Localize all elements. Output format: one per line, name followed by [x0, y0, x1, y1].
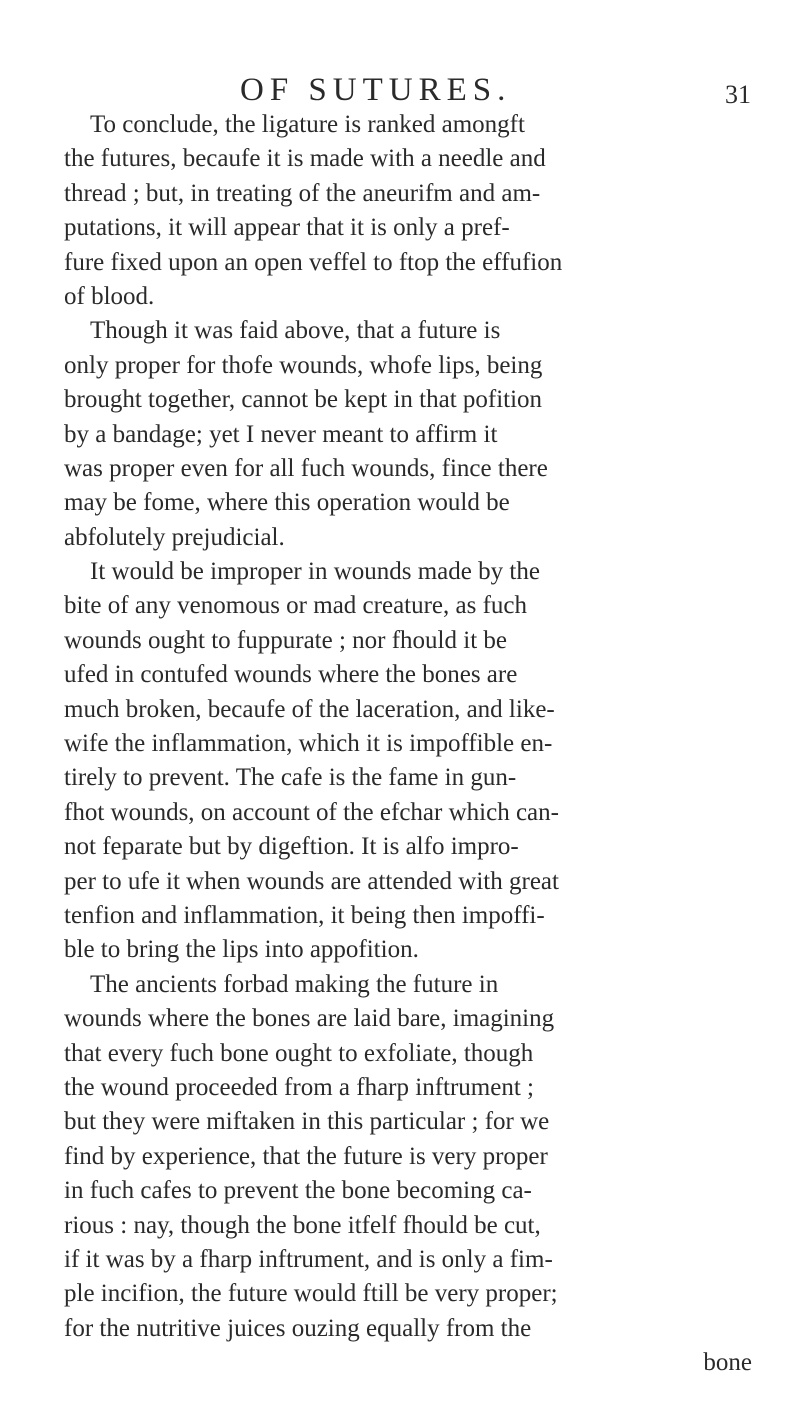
running-title: OF SUTURES.	[240, 72, 512, 108]
text-line: tirely to prevent. The cafe is the fame in gun-	[64, 764, 517, 792]
text-line: fure fixed upon an open veffel to ftop the effufion	[64, 248, 563, 276]
text-line: putations, it will appear that it is only a pref-	[64, 214, 510, 242]
text-line: thread ; but, in treating of the aneurifm and am-	[64, 179, 541, 207]
text-line: The ancients forbad making the future in	[90, 970, 499, 998]
text-line: in fuch cafes to prevent the bone becoming ca-	[64, 1177, 532, 1205]
text-line: ble to bring the lips into appofition.	[64, 936, 419, 964]
text-line: wife the inflammation, which it is impoffible en-	[64, 730, 553, 758]
text-line: was proper even for all fuch wounds, fince there	[64, 454, 548, 482]
text-line: find by experience, that the future is very proper	[64, 1142, 548, 1170]
text-line: per to ufe it when wounds are attended with great	[64, 867, 559, 895]
text-line: tenfion and inflammation, it being then impoffi-	[64, 901, 545, 929]
text-line: much broken, becaufe of the laceration, and like-	[64, 695, 555, 723]
text-line: for the nutritive juices ouzing equally from the	[64, 1314, 532, 1342]
text-line: rious : nay, though the bone itfelf fhould be cut,	[64, 1211, 541, 1239]
text-line: by a bandage; yet I never meant to affirm it	[64, 420, 498, 448]
text-line: only proper for thofe wounds, whofe lips, being	[64, 351, 543, 379]
page-number: 31	[725, 80, 751, 109]
text-line: wounds where the bones are laid bare, imagining	[64, 1005, 555, 1033]
text-line: To conclude, the ligature is ranked amongft	[90, 111, 525, 138]
text-line: fhot wounds, on account of the efchar which can-	[64, 798, 559, 826]
text-line: bite of any venomous or mad creature, as fuch	[64, 592, 528, 620]
body-text	[64, 108, 754, 1380]
text-line: brought together, cannot be kept in that pofition	[64, 386, 543, 414]
text-line: abfolutely prejudicial.	[64, 523, 285, 551]
text-line: may be fome, where this operation would be	[64, 489, 510, 517]
text-line: if it was by a fharp inftrument, and is only a fim-	[64, 1245, 553, 1273]
text-line: Though it was faid above, that a future is	[90, 317, 501, 345]
text-line: It would be improper in wounds made by the	[90, 558, 540, 586]
text-line: the futures, becaufe it is made with a needle and	[64, 145, 546, 173]
text-line: but they were miftaken in this particular ; for we	[64, 1108, 550, 1136]
catchword: bone	[703, 1349, 752, 1377]
text-line: wounds ought to fuppurate ; nor fhould it be	[64, 626, 507, 654]
text-line: that every fuch bone ought to exfoliate, though	[64, 1039, 534, 1067]
text-line: of blood.	[64, 282, 155, 310]
text-line: the wound proceeded from a fharp inftrument ;	[64, 1073, 534, 1101]
text-line: not feparate but by digeftion. It is alfo impro-	[64, 833, 519, 861]
text-line: ufed in contufed wounds where the bones are	[64, 661, 518, 689]
text-line: ple incifion, the future would ftill be very proper;	[64, 1280, 558, 1308]
